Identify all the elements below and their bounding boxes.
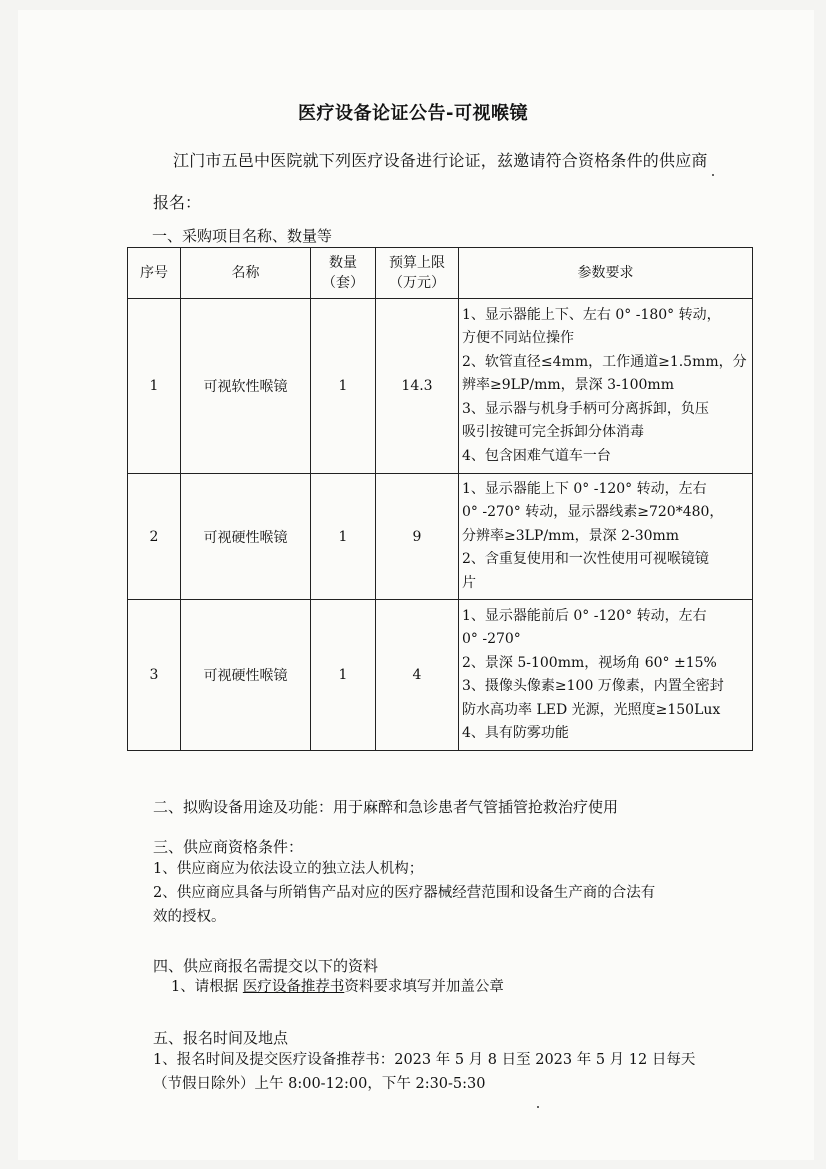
scan-speck: [537, 1106, 539, 1108]
procurement-table: [127, 247, 753, 751]
section-3-heading: 三、供应商资格条件：: [153, 838, 304, 856]
scan-speck: [712, 174, 714, 176]
param-line: 1、显示器能前后 0° -120° 转动，左右: [462, 607, 707, 624]
param-line: 1、显示器能上下 0° -120° 转动，左右: [462, 480, 707, 497]
section-5-item: 1、报名时间及提交医疗设备推荐书：2023 年 5 月 8 日至 2023 年 5 月 12 日每天: [153, 1052, 696, 1068]
table-row: [128, 474, 753, 600]
param-line: 0° -270° 转动，显示器线素≥720*480，: [462, 504, 724, 521]
header-budget-line1: 预算上限: [389, 255, 445, 271]
document-title: 医疗设备论证公告-可视喉镜: [298, 103, 528, 124]
row-params: [459, 474, 753, 600]
param-line: 吸引按键可完全拆卸分体消毒: [462, 424, 644, 441]
row-name: 可视硬性喉镜: [181, 474, 311, 600]
section-3-item: 效的授权。: [153, 909, 226, 925]
signup-label: 报名：: [153, 193, 202, 212]
param-line: 4、包含困难气道车一台: [462, 447, 611, 464]
table-row: [128, 299, 753, 474]
row-budget: 9: [376, 474, 459, 600]
param-line: 分辨率≥3LP/mm，景深 2-30mm: [462, 527, 680, 544]
row-no: 3: [128, 600, 181, 751]
section-5-heading: 五、报名时间及地点: [153, 1029, 289, 1047]
header-budget-line2: （万元）: [389, 275, 445, 291]
param-line: 1、显示器能上下、左右 0° -180° 转动，: [462, 306, 721, 323]
row-params: [459, 299, 753, 474]
param-line: 防水高功率 LED 光源，光照度≥150Lux: [462, 701, 721, 718]
table-row: [128, 600, 753, 751]
param-line: 片: [462, 574, 476, 591]
recommendation-form-link[interactable]: 医疗设备推荐书: [242, 979, 345, 995]
row-params: [459, 600, 753, 751]
header-qty: [311, 248, 376, 299]
table-header-row: [128, 248, 753, 299]
row-no: 1: [128, 299, 181, 474]
header-no: 序号: [128, 248, 181, 299]
header-params: 参数要求: [459, 248, 753, 299]
section-4-item-suffix: 资料要求填写并加盖公章: [344, 979, 504, 995]
param-line: 2、软管直径≤4mm，工作通道≥1.5mm，分: [462, 353, 747, 370]
row-qty: 1: [311, 474, 376, 600]
row-qty: 1: [311, 299, 376, 474]
header-name: 名称: [181, 248, 311, 299]
row-no: 2: [128, 474, 181, 600]
section-3-item: 1、供应商应为依法设立的独立法人机构；: [153, 861, 424, 877]
header-qty-line2: （套）: [322, 275, 364, 291]
row-name: 可视硬性喉镜: [181, 600, 311, 751]
param-line: 方便不同站位操作: [462, 330, 574, 347]
section-2-heading: 二、拟购设备用途及功能：用于麻醉和急诊患者气管插管抢救治疗使用: [153, 798, 619, 816]
row-budget: 14.3: [376, 299, 459, 474]
param-line: 2、含重复使用和一次性使用可视喉镜镜: [462, 551, 709, 568]
intro-text: 江门市五邑中医院就下列医疗设备进行论证，兹邀请符合资格条件的供应商: [173, 151, 708, 170]
param-line: 4、具有防雾功能: [462, 725, 569, 741]
param-line: 3、摄像头像素≥100 万像素，内置全密封: [462, 678, 724, 694]
section-1-heading: 一、采购项目名称、数量等: [152, 227, 333, 245]
param-line: 2、景深 5-100mm，视场角 60° ±15%: [462, 654, 717, 671]
section-4-item: [171, 975, 771, 999]
row-budget: 4: [376, 600, 459, 751]
param-line: 辨率≥9LP/mm，景深 3-100mm: [462, 377, 674, 394]
section-3-item: 2、供应商应具备与所销售产品对应的医疗器械经营范围和设备生产商的合法有: [153, 885, 656, 901]
section-5-item: （节假日除外）上午 8:00-12:00，下午 2:30-5:30: [153, 1076, 486, 1092]
header-qty-line1: 数量: [329, 255, 357, 271]
param-line: 0° -270°: [462, 631, 521, 647]
row-name: 可视软性喉镜: [181, 299, 311, 474]
param-line: 3、显示器与机身手柄可分离拆卸，负压: [462, 400, 709, 417]
header-budget: [376, 248, 459, 299]
section-4-item-prefix: 1、请根据: [171, 979, 239, 995]
section-4-heading: 四、供应商报名需提交以下的资料: [153, 957, 379, 975]
row-qty: 1: [311, 600, 376, 751]
